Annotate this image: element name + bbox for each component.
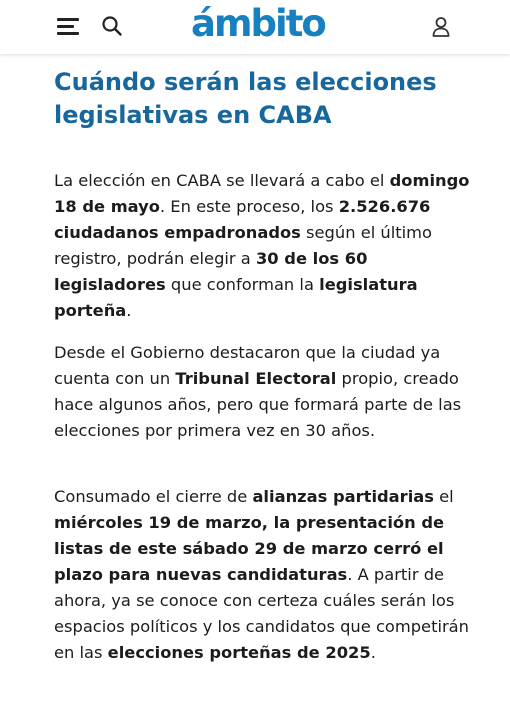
bold-text: alianzas partidarias: [252, 487, 434, 506]
article-paragraph-1: [54, 168, 474, 324]
text-segment: propio, creado hace algunos años, pero que formará parte de las elecciones por primera vez en 30 años.: [54, 369, 462, 440]
text-segment: La elección en CABA se llevará a cabo el: [54, 171, 390, 190]
article-paragraph-3: [54, 484, 474, 666]
user-icon-graphic: [430, 15, 452, 39]
search-icon-graphic: [100, 14, 124, 38]
bold-text: 2.526.676 ciudadanos empadronados: [54, 197, 431, 242]
menu-line: [57, 32, 79, 35]
bold-text: legislatura porteña: [54, 275, 418, 320]
menu-line: [57, 18, 79, 21]
text-segment: Desde el Gobierno destacaron que la ciudad ya cuenta con un: [54, 343, 441, 388]
search-icon[interactable]: [100, 14, 124, 38]
bold-text: miércoles 19 de marzo, la presentación de listas de este sábado 29 de marzo cerró el plazo para nuevas candidaturas: [54, 513, 445, 584]
ambito-logo[interactable]: ámbito: [191, 2, 325, 45]
text-segment: el: [433, 487, 454, 506]
user-icon[interactable]: [430, 15, 452, 39]
article-headline: Cuándo serán las elecciones legislativas en CABA: [54, 68, 437, 129]
text-segment: .: [126, 301, 132, 320]
text-segment: que conforman la: [165, 275, 320, 294]
text-segment: .: [370, 643, 376, 662]
text-segment: . A partir de ahora, ya se conoce con certeza cuáles serán los espacios políticos y los candidatos que competirán en las: [54, 565, 469, 662]
hamburger-menu-icon[interactable]: [57, 14, 81, 38]
top-bar: [0, 0, 510, 54]
menu-line: [57, 25, 74, 28]
text-segment: Consumado el cierre de: [54, 487, 253, 506]
text-segment: según el último registro, podrán elegir a: [54, 223, 432, 268]
bold-text: domingo 18 de mayo: [54, 171, 470, 216]
article-paragraph-2: [54, 340, 474, 444]
bold-text: elecciones porteñas de 2025: [107, 643, 371, 662]
bold-text: 30 de los 60 legisladores: [54, 249, 368, 294]
bold-text: Tribunal Electoral: [175, 369, 337, 388]
text-segment: . En este proceso, los: [159, 197, 339, 216]
